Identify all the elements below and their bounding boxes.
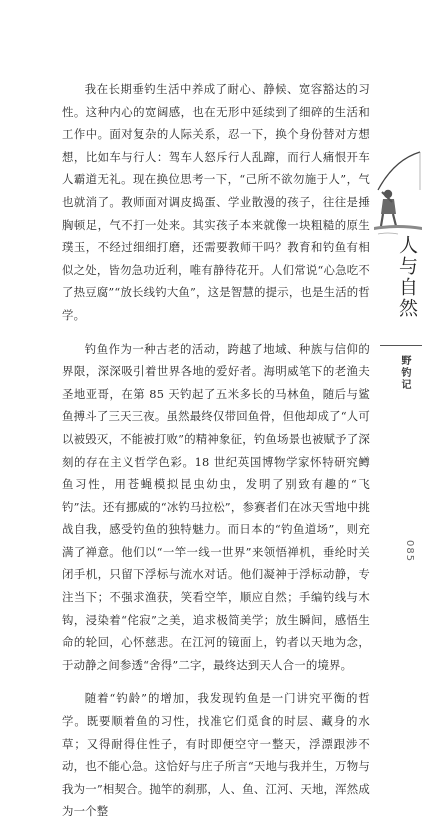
- fisherman-icon: [372, 150, 424, 240]
- section-sidebar: [372, 150, 427, 440]
- section-title: 人与自然: [396, 235, 418, 319]
- paragraph-3: 随着“钓龄”的增加，我发现钓鱼是一门讲究平衡的哲学。既要顺着鱼的习性，找准它们觅食的时层、藏身的水草；又得耐得住性子，有时即便空守一整天，浮漂跟涉不动，也不能心急。这恰好与庄子所言“天地与我并生，万物与我为一”相契合。抛竿的刹那，人、鱼、江河、天地，浑然成为一个整: [62, 691, 370, 819]
- body-text: [62, 78, 370, 823]
- paragraph-2: 钓鱼作为一种古老的活动，跨越了地域、种族与信仰的界限，深深吸引着世界各地的爱好者。海明威笔下的老渔夫圣地亚哥，在第 85 天钓起了五米多长的马林鱼，随后与鲨鱼搏斗了三天三夜。虽然最终仅带回鱼骨，但他却成了“人可以被毁灭，不能被打败”的精神象征，钓鱼场景也被赋予了深刻的存在主义哲学色彩。18 世纪英国博物学家怀特研究鳟鱼习性，用苍蝇模拟昆虫幼虫，发明了别致有趣的“飞钓”法。还有挪威的“冰钓马拉松”，参赛者们在冰天雪地中挑战自我，感受钓鱼的独特魅力。而日本的“钓鱼道场”，则充满了禅意。他们以“一竿一线一世界”来领悟禅机，垂纶时关闭手机，只留下浮标与流水对话。他们凝神于浮标动静，专注当下；不强求渔获，笑看空竿，顺应自然；手编钓线与木钩，浸染着“侘寂”之美，追求极简美学；放生瞬间，感悟生命的轮回，心怀慈悲。在江河的镜面上，钓者以天地为念，于动静之间参透“舍得”二字，最终达到天人合一的境界。: [62, 341, 370, 672]
- section-subtitle: 野钓记: [399, 355, 410, 391]
- paragraph-1: 我在长期垂钓生活中养成了耐心、静候、宽容豁达的习性。这种内心的宽阔感，也在无形中延续到了细碎的生活和工作中。面对复杂的人际关系，忍一下，换个身份替对方想想，比如车与行人：驾车人怒斥行人乱蹿，而行人痛恨开车人霸道无礼。现在换位思考一下，“己所不欲勿施于人”，气也就消了。教师面对调皮捣蛋、学业散漫的孩子，往往是捶胸顿足，气不打一处来。其实孩子本来就像一块粗糙的原生璞玉，不经过细细打磨，还需要教师干吗？教育和钓鱼有相似之处，皆勿急功近利，唯有静待花开。人们常说“心急吃不了热豆腐”“放长线钓大鱼”，这是智慧的提示，也是生活的哲学。: [62, 82, 370, 322]
- page-number: 085: [404, 540, 415, 563]
- title-divider: [380, 345, 422, 346]
